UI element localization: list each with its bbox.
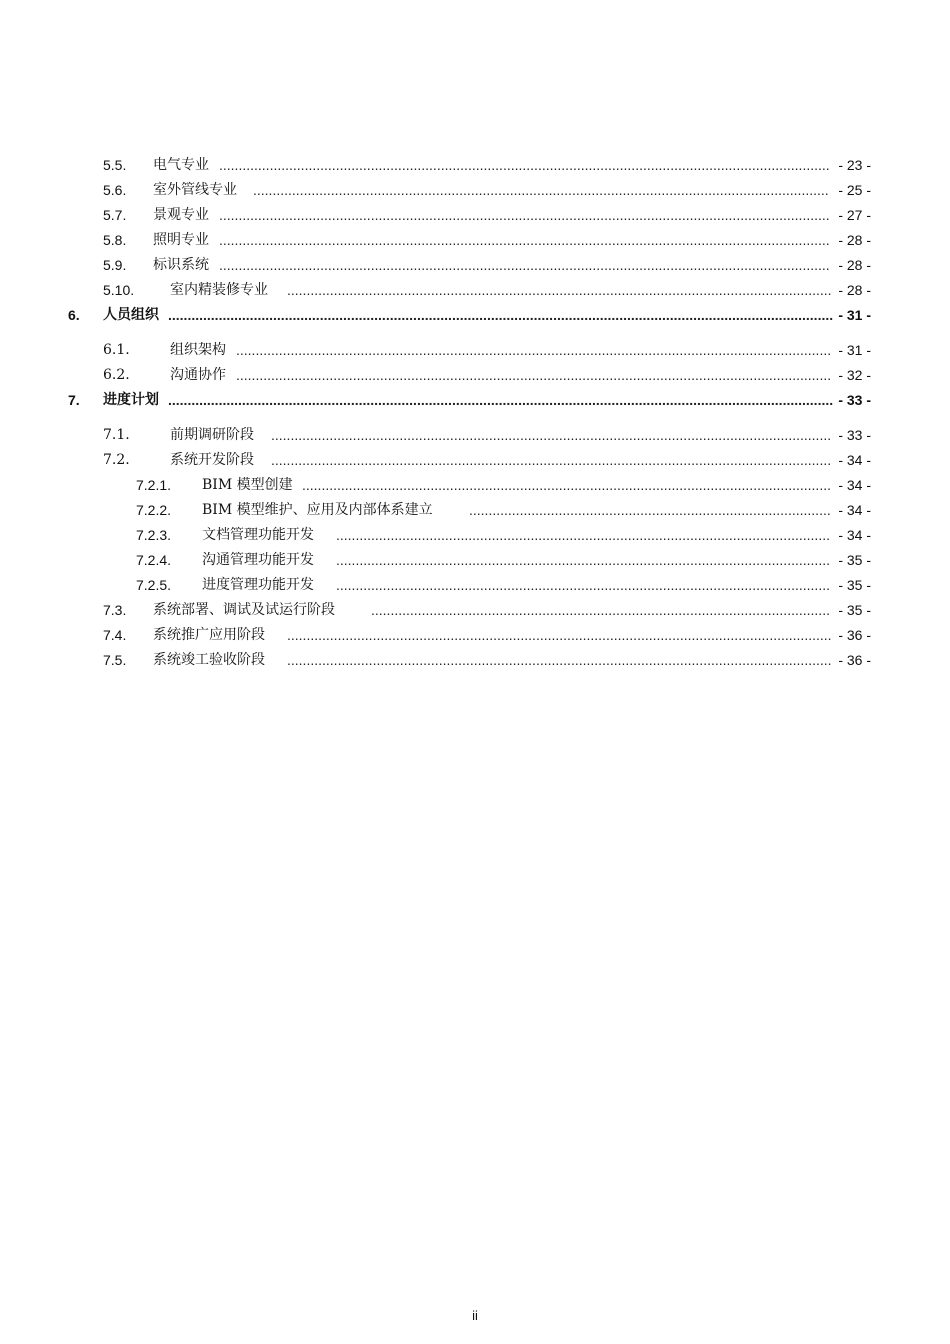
toc-entry-chapter[interactable] — [68, 389, 871, 411]
toc-entry-title: 系统竣工验收阶段 — [153, 652, 265, 668]
toc-entry[interactable] — [103, 624, 871, 646]
toc-entry[interactable] — [103, 449, 871, 471]
toc-entry-title: 电气专业 — [153, 157, 209, 173]
toc-entry-title: 室内精装修专业 — [170, 282, 268, 298]
toc-dot-leader: ............................................................................................................................................................. — [219, 232, 830, 248]
toc-entry-page: - 34 - — [838, 477, 871, 493]
toc-entry-title: 前期调研阶段 — [170, 427, 254, 443]
toc-dot-leader: ............................................................................................................................... — [336, 577, 830, 593]
toc-entry-number: 6. — [68, 307, 80, 323]
toc-entry-page: - 33 - — [838, 427, 871, 443]
toc-entry-title: 照明专业 — [153, 232, 209, 248]
toc-entry-number: 7.2.4. — [136, 552, 172, 568]
toc-entry[interactable] — [136, 474, 871, 496]
toc-dot-leader: ........................................................................................................................................................................... — [168, 392, 834, 408]
toc-dot-leader: ............................................................................................................................................................. — [219, 257, 830, 273]
toc-entry-number: 7.2.2. — [136, 502, 172, 518]
toc-entry-page: - 33 - — [838, 392, 871, 408]
toc-entry-number: 5.9. — [103, 257, 127, 273]
toc-entry-number: 7.2.5. — [136, 577, 172, 593]
toc-entry-page: - 31 - — [838, 342, 871, 358]
toc-entry[interactable] — [103, 339, 871, 361]
toc-entry-number: 7.4. — [103, 627, 127, 643]
toc-entry[interactable] — [103, 279, 871, 301]
toc-entry[interactable] — [136, 499, 871, 521]
toc-entry-number: 7.5. — [103, 652, 127, 668]
toc-entry-page: - 34 - — [838, 527, 871, 543]
toc-entry-title: 景观专业 — [153, 207, 209, 223]
toc-entry-number: 7.2. — [103, 452, 130, 468]
toc-entry-page: - 27 - — [838, 207, 871, 223]
toc-entry-page: - 36 - — [838, 652, 871, 668]
toc-entry-number: 7.2.1. — [136, 477, 172, 493]
toc-entry-page: - 28 - — [838, 257, 871, 273]
toc-entry-page: - 34 - — [838, 502, 871, 518]
toc-entry-title: 系统开发阶段 — [170, 452, 254, 468]
toc-entry[interactable] — [103, 154, 871, 176]
toc-dot-leader: ............................................................................................................................................................. — [219, 157, 830, 173]
toc-entry[interactable] — [103, 599, 871, 621]
toc-entry[interactable] — [103, 179, 871, 201]
toc-entry-title: 组织架构 — [170, 342, 226, 358]
toc-dot-leader: ................................................................................................................................................ — [271, 452, 832, 468]
toc-entry-number: 7. — [68, 392, 80, 408]
toc-entry-number: 7.1. — [103, 427, 130, 443]
toc-entry-page: - 35 - — [838, 577, 871, 593]
toc-entry-number: 7.3. — [103, 602, 127, 618]
toc-entry-page: - 31 - — [838, 307, 871, 323]
toc-entry-page: - 28 - — [838, 282, 871, 298]
toc-dot-leader: ............................................................................................................................................ — [287, 652, 832, 668]
toc-entry-title: BIM 模型维护、应用及内部体系建立 — [202, 502, 433, 518]
toc-dot-leader: ........................................................................................................................................ — [302, 477, 831, 493]
toc-entry-number: 5.5. — [103, 157, 127, 173]
toc-entry[interactable] — [103, 424, 871, 446]
toc-entry-title: 系统推广应用阶段 — [153, 627, 265, 643]
toc-entry-title: 沟通管理功能开发 — [202, 552, 314, 568]
toc-entry-page: - 25 - — [838, 182, 871, 198]
toc-dot-leader: ......................................................................................................................................................... — [236, 342, 832, 358]
toc-entry-title: BIM 模型创建 — [202, 477, 293, 493]
toc-entry-page: - 36 - — [838, 627, 871, 643]
toc-entry-number: 5.10. — [103, 282, 135, 298]
toc-entry[interactable] — [136, 574, 871, 596]
toc-dot-leader: .................................................................................................................................................... — [253, 182, 829, 198]
toc-entry-title: 文档管理功能开发 — [202, 527, 314, 543]
toc-dot-leader: ................................................................................................................................................ — [271, 427, 832, 443]
toc-dot-leader: ............................................................................................................................................ — [287, 282, 832, 298]
toc-entry-title: 进度管理功能开发 — [202, 577, 314, 593]
toc-entry-title: 人员组织 — [103, 307, 159, 323]
toc-entry-page: - 32 - — [838, 367, 871, 383]
toc-dot-leader: ............................................................................................................................................................. — [219, 207, 830, 223]
toc-dot-leader: ............................................................................................. — [469, 502, 831, 518]
toc-dot-leader: ......................................................................................................................................................... — [236, 367, 832, 383]
toc-entry-number: 5.6. — [103, 182, 127, 198]
toc-entry[interactable] — [103, 229, 871, 251]
toc-entry-number: 5.7. — [103, 207, 127, 223]
toc-entry[interactable] — [136, 524, 871, 546]
toc-entry-number: 6.2. — [103, 367, 130, 383]
toc-entry[interactable] — [103, 364, 871, 386]
toc-entry-number: 6.1. — [103, 342, 130, 358]
toc-entry[interactable] — [103, 204, 871, 226]
toc-entry-number: 5.8. — [103, 232, 127, 248]
toc-dot-leader: ............................................................................................................................... — [336, 527, 830, 543]
toc-entry-title: 沟通协作 — [170, 367, 226, 383]
toc-dot-leader: ........................................................................................................................................................................... — [168, 307, 834, 323]
toc-entry-number: 7.2.3. — [136, 527, 172, 543]
toc-entry[interactable] — [136, 549, 871, 571]
toc-dot-leader: ...................................................................................................................... — [371, 602, 830, 618]
toc-entry-chapter[interactable] — [68, 304, 871, 326]
toc-entry-page: - 28 - — [838, 232, 871, 248]
toc-dot-leader: ............................................................................................................................................ — [287, 627, 832, 643]
toc-entry-title: 标识系统 — [153, 257, 209, 273]
page-number-footer: ii — [472, 1308, 478, 1323]
toc-entry[interactable] — [103, 649, 871, 671]
toc-entry-page: - 35 - — [838, 602, 871, 618]
toc-entry-title: 系统部署、调试及试运行阶段 — [153, 602, 335, 618]
toc-entry-page: - 23 - — [838, 157, 871, 173]
toc-entry-title: 进度计划 — [103, 392, 159, 408]
toc-entry-page: - 35 - — [838, 552, 871, 568]
toc-dot-leader: ............................................................................................................................... — [336, 552, 830, 568]
toc-entry-title: 室外管线专业 — [153, 182, 237, 198]
toc-entry-page: - 34 - — [838, 452, 871, 468]
toc-entry[interactable] — [103, 254, 871, 276]
